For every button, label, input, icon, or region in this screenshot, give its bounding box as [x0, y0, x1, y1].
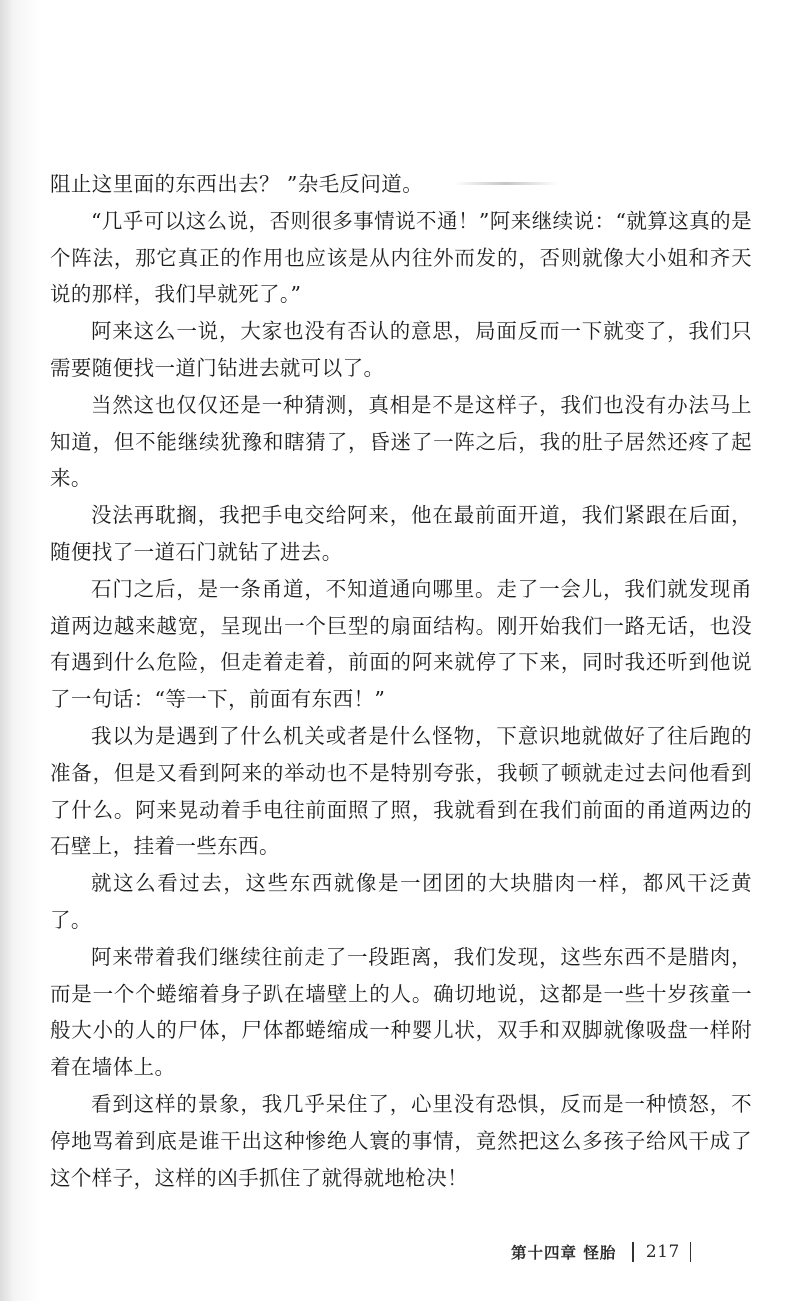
paragraph: 看到这样的景象，我几乎呆住了，心里没有恐惧，反而是一种愤怒，不停地骂着到底是谁干出这种惨绝人寰的事情，竟然把这么多孩子给风干成了这个样子，这样的凶手抓住了就得就地枪决！ — [50, 1091, 752, 1190]
paragraph: 当然这也仅仅还是一种猜测，真相是不是这样子，我们也没有办法马上知道，但不能继续犹豫和瞎猜了，昏迷了一阵之后，我的肚子居然还疼了起来。 — [50, 392, 752, 491]
paragraph: 我以为是遇到了什么机关或者是什么怪物，下意识地就做好了往后跑的准备，但是又看到阿来的举动也不是特别夸张，我顿了顿就走过去问他看到了什么。阿来晃动着手电往前面照了照，我就看到在我们前面的甬道两边的石壁上，挂着一些东西。 — [50, 723, 752, 859]
paragraph-continuation: 阻止这里面的东西出去？ ”杂毛反问道。 — [50, 172, 424, 196]
paragraph: 阿来这么一说，大家也没有否认的意思，局面反而一下就变了，我们只需要随便找一道门钻进去就可以了。 — [50, 319, 752, 380]
page-footer — [511, 1237, 691, 1267]
paragraph: 阿来带着我们继续往前走了一段距离，我们发现，这些东西不是腊肉，而是一个个蜷缩着身子趴在墙壁上的人。确切地说，这都是一些十岁孩童一般大小的人的尸体，尸体都蜷缩成一种婴儿状，双手和双脚就像吸盘一样附着在墙体上。 — [50, 944, 752, 1080]
page-number: 217 — [645, 1242, 680, 1262]
paragraph: 石门之后，是一条甬道，不知道通向哪里。走了一会儿，我们就发现甬道两边越来越宽，呈现出一个巨型的扇面结构。刚开始我们一路无话，也没有遇到什么危险，但走着走着，前面的阿来就停了下来，同时我还听到他说了一句话：“等一下，前面有东西！” — [50, 576, 752, 712]
book-page-body — [50, 166, 752, 1196]
paragraph: “几乎可以这么说，否则很多事情说不通！”阿来继续说：“就算这真的是个阵法，那它真正的作用也应该是从内往外而发的，否则就像大小姐和齐天说的那样，我们早就死了。” — [50, 208, 752, 307]
paragraph: 就这么看过去，这些东西就像是一团团的大块腊肉一样，都风干泛黄了。 — [50, 871, 752, 932]
chapter-title: 第十四章 怪胎 — [511, 1244, 617, 1262]
paragraph: 没法再耽搁，我把手电交给阿来，他在最前面开道，我们紧跟在后面，随便找了一道石门就钻了进去。 — [50, 503, 752, 564]
footer-divider — [632, 1242, 634, 1262]
footer-divider-right — [690, 1242, 692, 1262]
